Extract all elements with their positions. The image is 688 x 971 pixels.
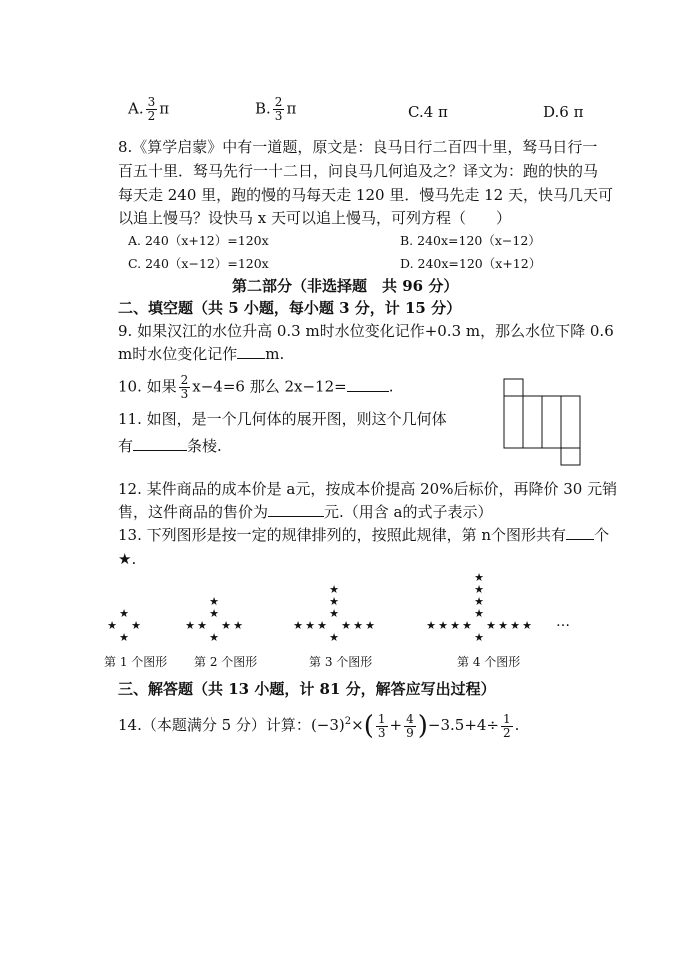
answer-blank xyxy=(347,377,389,392)
fraction xyxy=(501,713,513,740)
star-left: ★ xyxy=(426,619,436,632)
star-right: ★ xyxy=(341,619,351,632)
section2-title: 二、填空题（共 5 小题，每小题 3 分，计 15 分） xyxy=(118,299,462,317)
plus-sign: + xyxy=(389,716,403,734)
net-side-face-2 xyxy=(523,396,542,448)
q13-text: 13. 下列图形是按一定的规律排列的，按照此规律，第 n个图形共有 xyxy=(118,526,567,544)
left-paren: ( xyxy=(363,711,374,741)
fraction xyxy=(179,374,191,401)
q8-option-d: D. 240x=120（x+12） xyxy=(400,256,542,271)
q13-line-2: ★. xyxy=(118,550,137,568)
star-up: ★ xyxy=(329,607,339,620)
star-right: ★ xyxy=(522,619,532,632)
star-left: ★ xyxy=(317,619,327,632)
option-letter: A. xyxy=(128,99,144,118)
q12-text-end: 元.（用含 a的式子表示） xyxy=(324,503,493,521)
part2-title: 第二部分（非选择题 共 96 分） xyxy=(232,277,459,295)
star-right: ★ xyxy=(131,619,141,632)
option-text: 6 π xyxy=(559,103,584,121)
star-right: ★ xyxy=(498,619,508,632)
star-right: ★ xyxy=(365,619,375,632)
fraction-denominator: 3 xyxy=(180,387,189,401)
times-sign: × xyxy=(351,716,364,734)
q11-text: 有 xyxy=(118,437,134,455)
q12-line-2 xyxy=(118,502,493,522)
q7-option-d xyxy=(543,102,583,122)
star-down: ★ xyxy=(329,631,339,644)
star-up: ★ xyxy=(474,607,484,620)
fraction xyxy=(146,96,158,123)
answer-blank xyxy=(268,502,324,517)
fraction-numerator: 1 xyxy=(377,711,386,726)
pattern-caption-3: 第 3 个图形 xyxy=(309,655,373,669)
star-up: ★ xyxy=(474,571,484,584)
star-left: ★ xyxy=(107,619,117,632)
star-left: ★ xyxy=(450,619,460,632)
fraction-denominator: 3 xyxy=(274,109,283,123)
q14 xyxy=(118,712,519,740)
fraction xyxy=(273,96,285,123)
star-right: ★ xyxy=(233,619,243,632)
q10 xyxy=(118,374,394,401)
star-right: ★ xyxy=(353,619,363,632)
q10-text: 10. 如果 xyxy=(118,377,177,396)
option-text: 4 π xyxy=(423,103,448,121)
q8-line-1: 8.《算学启蒙》中有一道题，原文是：良马日行二百四十里，驽马日行一 xyxy=(118,138,598,156)
q11-text-end: 条棱. xyxy=(187,437,222,455)
net-side-face-3 xyxy=(542,396,561,448)
star-right: ★ xyxy=(510,619,520,632)
star-up: ★ xyxy=(329,595,339,608)
q14-label: 14.（本题满分 5 分）计算： xyxy=(118,716,311,734)
prism-net-figure xyxy=(503,378,583,468)
q11-line-2 xyxy=(118,436,222,456)
q9-unit: m. xyxy=(265,345,285,363)
star-up: ★ xyxy=(209,595,219,608)
star-left: ★ xyxy=(462,619,472,632)
q8-line-3: 每天走 240 里，跑的慢的马每天走 120 里．慢马先走 12 天，快马几天可 xyxy=(118,186,613,204)
fraction-denominator: 3 xyxy=(377,725,386,740)
section3-title: 三、解答题（共 13 小题，计 81 分，解答应写出过程） xyxy=(118,680,496,698)
star-up: ★ xyxy=(209,607,219,620)
q14-period: . xyxy=(514,716,520,734)
fraction xyxy=(404,713,416,740)
star-down: ★ xyxy=(474,631,484,644)
star-right: ★ xyxy=(221,619,231,632)
star-up: ★ xyxy=(474,583,484,596)
fraction-numerator: 1 xyxy=(503,711,511,726)
fraction-numerator: 2 xyxy=(180,373,189,387)
option-letter: D. xyxy=(543,103,560,121)
star-left: ★ xyxy=(438,619,448,632)
star-up: ★ xyxy=(474,595,484,608)
net-side-face-1 xyxy=(504,396,523,448)
q8-option-b: B. 240x=120（x−12） xyxy=(400,233,541,248)
q7-option-b xyxy=(255,96,296,123)
q14-expression: −3.5+4÷ xyxy=(427,716,499,734)
fraction-numerator: 2 xyxy=(274,95,283,109)
pattern-caption-4: 第 4 个图形 xyxy=(457,655,521,669)
fraction-denominator: 9 xyxy=(406,725,414,740)
answer-blank xyxy=(133,436,187,451)
star-right: ★ xyxy=(486,619,496,632)
fraction-denominator: 2 xyxy=(147,109,156,123)
net-side-face-4 xyxy=(561,396,580,448)
right-paren: ) xyxy=(417,711,428,741)
net-bottom-face xyxy=(561,448,580,465)
star-left: ★ xyxy=(197,619,207,632)
net-top-face xyxy=(504,379,523,396)
star-up: ★ xyxy=(329,583,339,596)
q9-line-1: 9. 如果汉江的水位升高 0.3 m时水位变化记作+0.3 m，那么水位下降 0.6 xyxy=(118,322,614,340)
option-letter: C. xyxy=(408,103,424,121)
star-left: ★ xyxy=(305,619,315,632)
q8-line-2: 百五十里．驽马先行一十二日，问良马几何追及之？译文为：跑的快的马 xyxy=(118,162,599,180)
fraction-denominator: 2 xyxy=(503,725,511,740)
q9-line-2 xyxy=(118,344,284,364)
fraction-numerator: 4 xyxy=(406,711,414,726)
q10-period: . xyxy=(388,377,394,396)
q13-unit: 个 xyxy=(594,526,610,544)
fraction-numerator: 3 xyxy=(147,95,156,109)
star-up: ★ xyxy=(119,607,129,620)
pattern-caption-2: 第 2 个图形 xyxy=(194,655,258,669)
q8-option-c: C. 240（x−12）=120x xyxy=(128,256,269,271)
q9-text: m时水位变化记作 xyxy=(118,345,238,363)
ellipsis: … xyxy=(556,614,570,630)
option-letter: B. xyxy=(255,99,271,118)
q14-base: (−3) xyxy=(310,716,345,734)
answer-blank xyxy=(566,525,594,540)
pi-symbol: π xyxy=(159,99,170,118)
q10-equation: x−4=6 那么 2x−12= xyxy=(192,377,347,396)
q11-line-1: 11. 如图，是一个几何体的展开图，则这个几何体 xyxy=(118,410,447,428)
q8-line-4: 以追上慢马？设快马 x 天可以追上慢马，可列方程（ ） xyxy=(118,209,511,227)
star-down: ★ xyxy=(119,631,129,644)
pi-symbol: π xyxy=(286,99,297,118)
q7-option-c xyxy=(408,102,448,122)
fraction xyxy=(376,713,388,740)
q7-option-a xyxy=(128,96,169,123)
q12-line-1: 12. 某件商品的成本价是 a元，按成本价提高 20%后标价，再降价 30 元销 xyxy=(118,480,618,498)
star-down: ★ xyxy=(209,631,219,644)
answer-blank xyxy=(237,344,265,359)
pattern-caption-1: 第 1 个图形 xyxy=(104,655,168,669)
q8-option-a: A. 240（x+12）=120x xyxy=(128,233,269,248)
star-left: ★ xyxy=(293,619,303,632)
q13-line-1 xyxy=(118,525,609,545)
q12-text: 售，这件商品的售价为 xyxy=(118,503,269,521)
q14-exponent: 2 xyxy=(344,716,352,727)
star-left: ★ xyxy=(185,619,195,632)
